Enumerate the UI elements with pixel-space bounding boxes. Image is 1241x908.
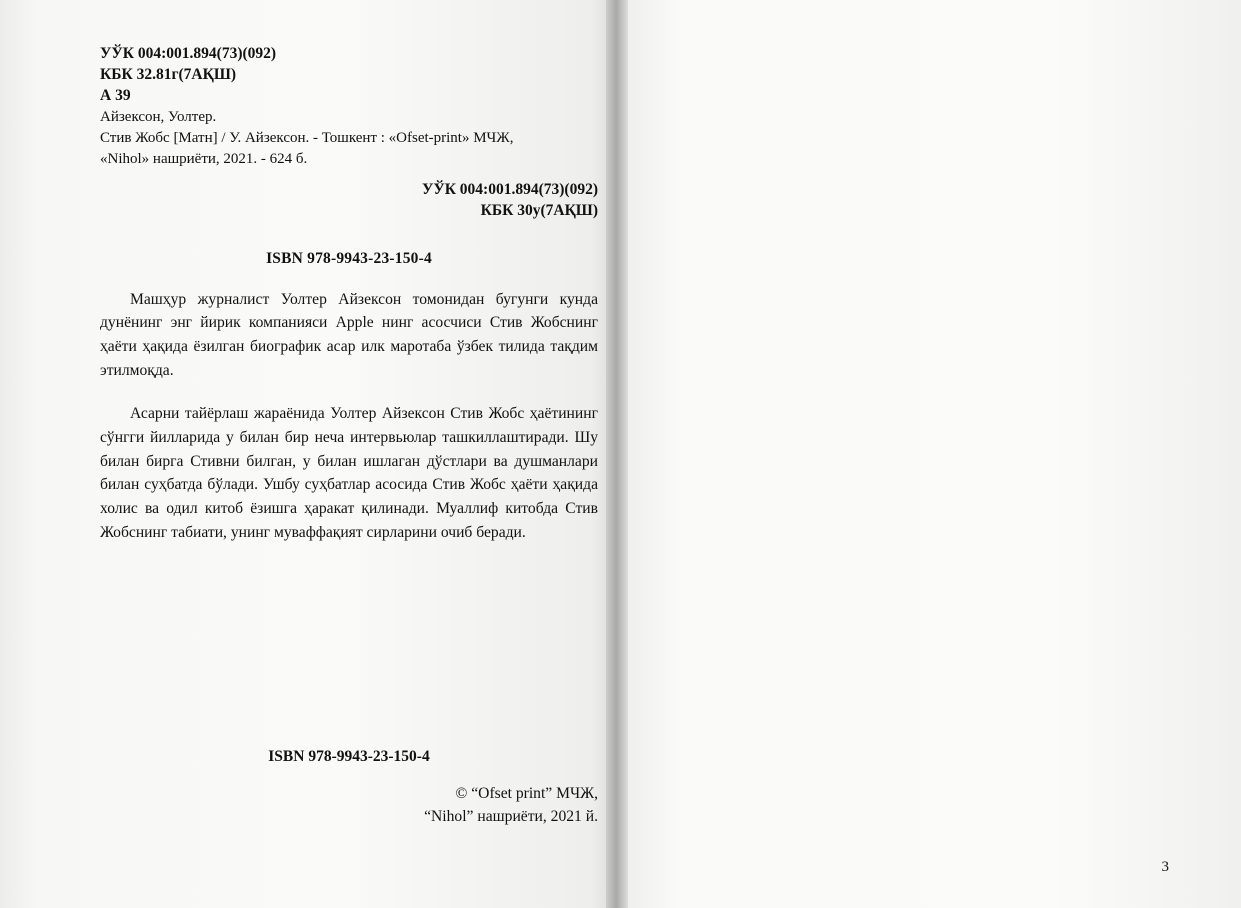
udk-code-repeat: УЎК 004:001.894(73)(092) — [421, 180, 598, 198]
imprint-line-2: «Nihol» нашриёти, 2021. - 624 б. — [100, 150, 308, 167]
left-page — [0, 0, 616, 908]
copyright-block — [100, 782, 598, 829]
isbn-bottom: ISBN 978-9943-23-150-4 — [268, 748, 430, 765]
isbn-top: ISBN 978-9943-23-150-4 — [266, 249, 432, 267]
author-code: А 39 — [100, 86, 131, 104]
imprint-line-1: Стив Жобс [Матн] / У. Айзексон. - Тошкент : «Ofset-print» МЧЖ, — [100, 129, 514, 146]
cip-codes — [100, 44, 598, 107]
udk-code: УЎК 004:001.894(73)(092) — [100, 45, 277, 62]
left-page-content — [100, 42, 598, 560]
copyright-line-2: “Nihol” нашриёти, 2021 й. — [424, 808, 598, 826]
right-page — [616, 0, 1241, 908]
annotation-paragraph-1: Машҳур журналист Уолтер Айзексон томонидан бугунги кунда дунёнинг энг йирик компанияси Apple нинг асосчиси Стив Жобснинг ҳаёти ҳақида ёзилган биографик асар илк маротаба ўзбек тилида тақдим этилмоқда. — [100, 290, 598, 379]
kbk-code: КБК 32.81г(7АҚШ) — [100, 65, 237, 83]
page-number: 3 — [1161, 859, 1169, 875]
book-gutter — [606, 0, 628, 908]
author-line: Айзексон, Уолтер. — [100, 108, 217, 125]
udk-right-block — [100, 180, 598, 222]
kbk-code-repeat: КБК 30у(7АҚШ) — [480, 201, 598, 219]
annotation-paragraph-2: Асарни тайёрлаш жараёнида Уолтер Айзексон Стив Жобс ҳаётининг сўнгги йилларида у билан бир неча интервьюлар ташкиллаштиради. Шу билан бирга Стивни билган, у билан ишлаган дўстлари ва душманлари билан суҳбатда бўлади. Ушбу суҳбатлар асосида Стив Жобс ҳаёти ҳақида холис ва одил китоб ёзишга ҳаракат қилинади. Муаллиф китобда Стив Жобснинг табиати, унинг муваффақият сирларини очиб беради. — [100, 405, 598, 541]
copyright-line-1: © “Ofset print” МЧЖ, — [455, 785, 598, 802]
